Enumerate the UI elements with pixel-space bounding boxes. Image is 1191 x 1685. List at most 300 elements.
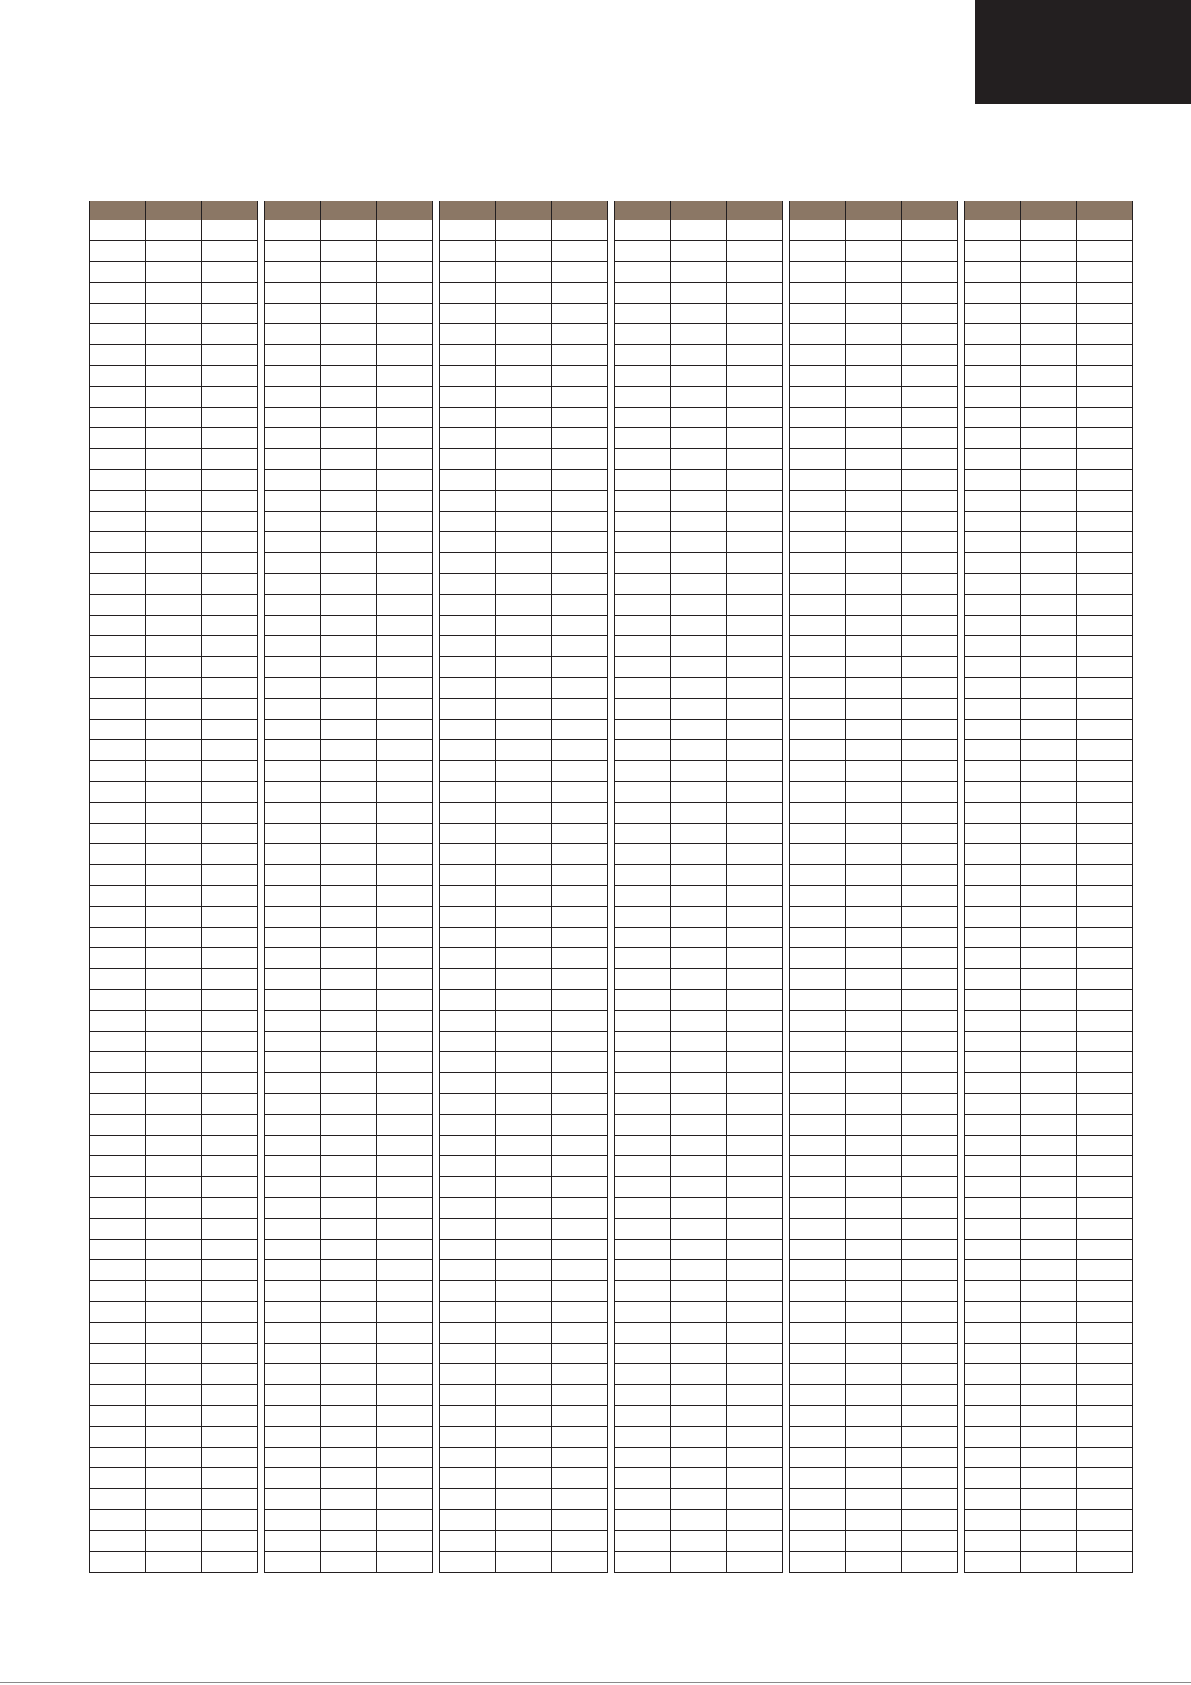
table-cell <box>265 553 321 574</box>
table-cell <box>1021 1447 1077 1468</box>
table-cell <box>377 989 433 1010</box>
table-row <box>615 386 783 407</box>
table-row <box>615 844 783 865</box>
table-cell <box>146 1301 202 1322</box>
table-cell <box>790 1218 846 1239</box>
table-cell <box>146 740 202 761</box>
table-row <box>790 511 958 532</box>
table-cell <box>902 345 958 366</box>
table-cell <box>496 1093 552 1114</box>
table-cell <box>1077 636 1133 657</box>
table-row <box>615 574 783 595</box>
table-cell <box>321 615 377 636</box>
table-cell <box>265 1509 321 1530</box>
table-cell <box>377 1509 433 1530</box>
table-row <box>615 1530 783 1551</box>
table-row <box>90 449 258 470</box>
table-cell <box>790 1489 846 1510</box>
table-cell <box>846 1530 902 1551</box>
table-cell <box>440 553 496 574</box>
table-row <box>615 407 783 428</box>
table-row <box>790 490 958 511</box>
table-cell <box>265 1260 321 1281</box>
table-cell <box>265 1489 321 1510</box>
table-cell <box>265 740 321 761</box>
table-cell <box>790 989 846 1010</box>
table-cell <box>552 1530 608 1551</box>
table-cell <box>965 1405 1021 1426</box>
table-cell <box>321 532 377 553</box>
table-cell <box>902 1218 958 1239</box>
table-cell <box>146 1239 202 1260</box>
table-cell <box>321 948 377 969</box>
table-row <box>90 1468 258 1489</box>
table-row <box>90 1073 258 1094</box>
table-row <box>440 1405 608 1426</box>
table-cell <box>321 1447 377 1468</box>
table-cell <box>1021 761 1077 782</box>
table-cell <box>146 886 202 907</box>
table-cell <box>965 802 1021 823</box>
table-row <box>265 1322 433 1343</box>
table-row <box>965 719 1133 740</box>
table-cell <box>615 1114 671 1135</box>
table-cell <box>496 220 552 241</box>
table-cell <box>1021 1073 1077 1094</box>
table-cell <box>90 220 146 241</box>
table-cell <box>265 886 321 907</box>
table-cell <box>202 428 258 449</box>
table-cell <box>790 324 846 345</box>
table-cell <box>846 1218 902 1239</box>
table-cell <box>965 1073 1021 1094</box>
table-cell <box>790 1468 846 1489</box>
table-row <box>790 303 958 324</box>
table-cell <box>265 428 321 449</box>
table-row <box>790 553 958 574</box>
table-row <box>615 324 783 345</box>
table-row <box>965 490 1133 511</box>
table-row <box>615 906 783 927</box>
table-cell <box>671 844 727 865</box>
table-row <box>965 241 1133 262</box>
table-cell <box>90 594 146 615</box>
table-cell <box>440 1364 496 1385</box>
table-cell <box>965 1281 1021 1302</box>
table-cell <box>846 636 902 657</box>
table-cell <box>90 324 146 345</box>
table-cell <box>902 532 958 553</box>
table-cell <box>377 345 433 366</box>
table-cell <box>1021 532 1077 553</box>
table-cell <box>790 1010 846 1031</box>
table-cell <box>265 220 321 241</box>
table-row <box>790 719 958 740</box>
table-cell <box>1077 1073 1133 1094</box>
table-cell <box>321 1468 377 1489</box>
table-cell <box>90 906 146 927</box>
table-cell <box>146 844 202 865</box>
table-row <box>965 1010 1133 1031</box>
table-cell <box>965 490 1021 511</box>
table-cell <box>377 1364 433 1385</box>
table-row <box>790 1551 958 1573</box>
table-cell <box>1077 262 1133 283</box>
table-cell <box>902 719 958 740</box>
table-cell <box>146 782 202 803</box>
table-row <box>90 1177 258 1198</box>
table-row <box>965 345 1133 366</box>
table-cell <box>902 886 958 907</box>
table-cell <box>146 761 202 782</box>
table-cell <box>90 1114 146 1135</box>
table-row <box>265 511 433 532</box>
table-row <box>965 636 1133 657</box>
data-table-1 <box>89 201 258 1573</box>
table-row <box>90 532 258 553</box>
table-cell <box>1077 1239 1133 1260</box>
table-cell <box>202 449 258 470</box>
table-cell <box>615 1177 671 1198</box>
table-row <box>265 1093 433 1114</box>
table-cell <box>1021 886 1077 907</box>
column-header <box>790 201 846 220</box>
table-row <box>440 1073 608 1094</box>
table-cell <box>90 407 146 428</box>
table-cell <box>321 678 377 699</box>
table-row <box>965 802 1133 823</box>
table-cell <box>146 1010 202 1031</box>
table-row <box>615 948 783 969</box>
table-row <box>440 657 608 678</box>
table-cell <box>1077 927 1133 948</box>
table-cell <box>846 574 902 595</box>
table-cell <box>1021 1322 1077 1343</box>
table-cell <box>146 1135 202 1156</box>
table-row <box>790 1197 958 1218</box>
table-row <box>265 303 433 324</box>
table-cell <box>265 989 321 1010</box>
table-cell <box>790 282 846 303</box>
table-cell <box>790 1405 846 1426</box>
table-cell <box>265 407 321 428</box>
table-cell <box>1021 1551 1077 1573</box>
table-row <box>965 1218 1133 1239</box>
table-cell <box>846 532 902 553</box>
table-cell <box>727 865 783 886</box>
table-cell <box>671 1197 727 1218</box>
table-cell <box>965 241 1021 262</box>
table-row <box>265 1260 433 1281</box>
table-cell <box>496 1301 552 1322</box>
table-cell <box>552 927 608 948</box>
table-cell <box>1077 220 1133 241</box>
table-cell <box>902 1052 958 1073</box>
table-cell <box>496 1447 552 1468</box>
table-cell <box>265 324 321 345</box>
table-cell <box>202 719 258 740</box>
table-cell <box>846 220 902 241</box>
table-cell <box>440 989 496 1010</box>
table-cell <box>615 1010 671 1031</box>
table-cell <box>965 1052 1021 1073</box>
table-cell <box>377 1281 433 1302</box>
table-cell <box>902 1468 958 1489</box>
table-cell <box>90 1260 146 1281</box>
table-cell <box>965 303 1021 324</box>
table-cell <box>965 1509 1021 1530</box>
table-cell <box>790 740 846 761</box>
table-cell <box>1021 906 1077 927</box>
table-cell <box>90 428 146 449</box>
table-cell <box>1077 1114 1133 1135</box>
table-cell <box>1077 1197 1133 1218</box>
table-cell <box>1077 719 1133 740</box>
table-cell <box>265 1364 321 1385</box>
table-cell <box>146 553 202 574</box>
table-cell <box>265 636 321 657</box>
table-cell <box>727 282 783 303</box>
table-cell <box>265 1385 321 1406</box>
table-cell <box>965 844 1021 865</box>
table-cell <box>265 865 321 886</box>
table-cell <box>846 241 902 262</box>
table-cell <box>846 553 902 574</box>
table-cell <box>146 407 202 428</box>
table-row <box>90 740 258 761</box>
table-row <box>615 989 783 1010</box>
table-cell <box>496 678 552 699</box>
table-row <box>440 303 608 324</box>
table-row <box>615 1156 783 1177</box>
table-cell <box>321 1135 377 1156</box>
table-cell <box>202 1031 258 1052</box>
table-cell <box>90 865 146 886</box>
table-cell <box>265 719 321 740</box>
table-cell <box>440 511 496 532</box>
table-cell <box>671 511 727 532</box>
table-cell <box>146 906 202 927</box>
table-cell <box>1077 1260 1133 1281</box>
table-header-row <box>440 201 608 220</box>
table-cell <box>902 282 958 303</box>
table-row <box>790 989 958 1010</box>
table-cell <box>265 449 321 470</box>
table-cell <box>552 802 608 823</box>
table-cell <box>496 511 552 532</box>
table-cell <box>727 636 783 657</box>
column-header <box>1077 201 1133 220</box>
table-cell <box>902 470 958 491</box>
table-cell <box>1021 927 1077 948</box>
table-row <box>615 282 783 303</box>
table-cell <box>965 345 1021 366</box>
table-cell <box>90 490 146 511</box>
table-cell <box>902 865 958 886</box>
table-row <box>790 428 958 449</box>
table-cell <box>202 511 258 532</box>
table-cell <box>496 1364 552 1385</box>
table-row <box>265 1218 433 1239</box>
table-cell <box>902 969 958 990</box>
table-cell <box>377 740 433 761</box>
table-row <box>440 366 608 387</box>
table-row <box>615 511 783 532</box>
table-cell <box>377 615 433 636</box>
table-cell <box>440 1551 496 1573</box>
table-row <box>265 241 433 262</box>
table-row <box>440 782 608 803</box>
table-cell <box>846 345 902 366</box>
table-cell <box>1021 615 1077 636</box>
table-cell <box>902 948 958 969</box>
table-cell <box>671 1426 727 1447</box>
table-row <box>90 1405 258 1426</box>
table-cell <box>90 1177 146 1198</box>
table-cell <box>377 511 433 532</box>
table-cell <box>552 449 608 470</box>
table-row <box>790 865 958 886</box>
table-cell <box>496 594 552 615</box>
table-cell <box>496 761 552 782</box>
table-cell <box>790 1364 846 1385</box>
table-cell <box>146 262 202 283</box>
table-cell <box>265 1156 321 1177</box>
table-cell <box>790 262 846 283</box>
table-cell <box>552 1052 608 1073</box>
table-row <box>90 615 258 636</box>
table-cell <box>1021 1385 1077 1406</box>
table-cell <box>90 1405 146 1426</box>
table-cell <box>90 1073 146 1094</box>
table-row <box>965 366 1133 387</box>
table-cell <box>902 1156 958 1177</box>
table-cell <box>90 1343 146 1364</box>
table-row <box>440 678 608 699</box>
table-row <box>790 1489 958 1510</box>
table-cell <box>321 1405 377 1426</box>
table-row <box>615 927 783 948</box>
table-cell <box>202 1489 258 1510</box>
table-row <box>965 1073 1133 1094</box>
table-cell <box>90 1530 146 1551</box>
table-cell <box>727 324 783 345</box>
table-cell <box>615 1468 671 1489</box>
table-row <box>965 1509 1133 1530</box>
table-cell <box>202 1343 258 1364</box>
table-cell <box>1021 449 1077 470</box>
table-cell <box>377 1343 433 1364</box>
table-row <box>790 927 958 948</box>
table-row <box>90 1301 258 1322</box>
table-cell <box>1021 1156 1077 1177</box>
table-cell <box>90 698 146 719</box>
table-cell <box>202 1073 258 1094</box>
table-cell <box>496 989 552 1010</box>
table-cell <box>440 594 496 615</box>
table-row <box>965 906 1133 927</box>
table-cell <box>146 449 202 470</box>
table-cell <box>615 428 671 449</box>
table-cell <box>965 1530 1021 1551</box>
table-cell <box>552 262 608 283</box>
table-cell <box>496 1281 552 1302</box>
table-cell <box>1077 241 1133 262</box>
table-row <box>90 1093 258 1114</box>
table-cell <box>377 1010 433 1031</box>
table-row <box>790 366 958 387</box>
table-cell <box>846 1031 902 1052</box>
table-cell <box>615 303 671 324</box>
table-cell <box>790 1197 846 1218</box>
table-row <box>790 1093 958 1114</box>
table-cell <box>1077 1093 1133 1114</box>
table-row <box>440 282 608 303</box>
table-cell <box>440 449 496 470</box>
table-cell <box>902 1509 958 1530</box>
table-cell <box>727 1177 783 1198</box>
table-cell <box>321 740 377 761</box>
table-cell <box>440 782 496 803</box>
table-cell <box>790 1281 846 1302</box>
table-cell <box>1077 594 1133 615</box>
table-row <box>90 220 258 241</box>
table-cell <box>321 1385 377 1406</box>
table-cell <box>1077 511 1133 532</box>
table-cell <box>377 532 433 553</box>
table-cell <box>846 1405 902 1426</box>
table-cell <box>496 1405 552 1426</box>
table-cell <box>146 1551 202 1573</box>
table-cell <box>727 470 783 491</box>
table-cell <box>1077 282 1133 303</box>
table-cell <box>846 386 902 407</box>
table-cell <box>671 1218 727 1239</box>
table-cell <box>790 553 846 574</box>
data-table-3 <box>439 201 608 1573</box>
table-cell <box>496 1156 552 1177</box>
table-cell <box>377 1197 433 1218</box>
table-cell <box>202 782 258 803</box>
table-cell <box>265 927 321 948</box>
table-cell <box>377 1052 433 1073</box>
table-cell <box>790 428 846 449</box>
table-row <box>265 719 433 740</box>
table-cell <box>265 574 321 595</box>
table-cell <box>321 470 377 491</box>
column-header <box>902 201 958 220</box>
table-cell <box>727 1218 783 1239</box>
table-cell <box>265 1010 321 1031</box>
table-cell <box>1021 1260 1077 1281</box>
table-row <box>615 802 783 823</box>
table-cell <box>1021 698 1077 719</box>
table-row <box>265 1135 433 1156</box>
table-cell <box>1021 366 1077 387</box>
table-row <box>965 1426 1133 1447</box>
table-cell <box>1077 948 1133 969</box>
table-row <box>615 1301 783 1322</box>
table-cell <box>615 1426 671 1447</box>
table-cell <box>496 553 552 574</box>
table-cell <box>790 1093 846 1114</box>
table-row <box>440 553 608 574</box>
table-cell <box>965 906 1021 927</box>
table-cell <box>615 1260 671 1281</box>
table-row <box>615 969 783 990</box>
table-cell <box>321 1364 377 1385</box>
table-cell <box>902 262 958 283</box>
